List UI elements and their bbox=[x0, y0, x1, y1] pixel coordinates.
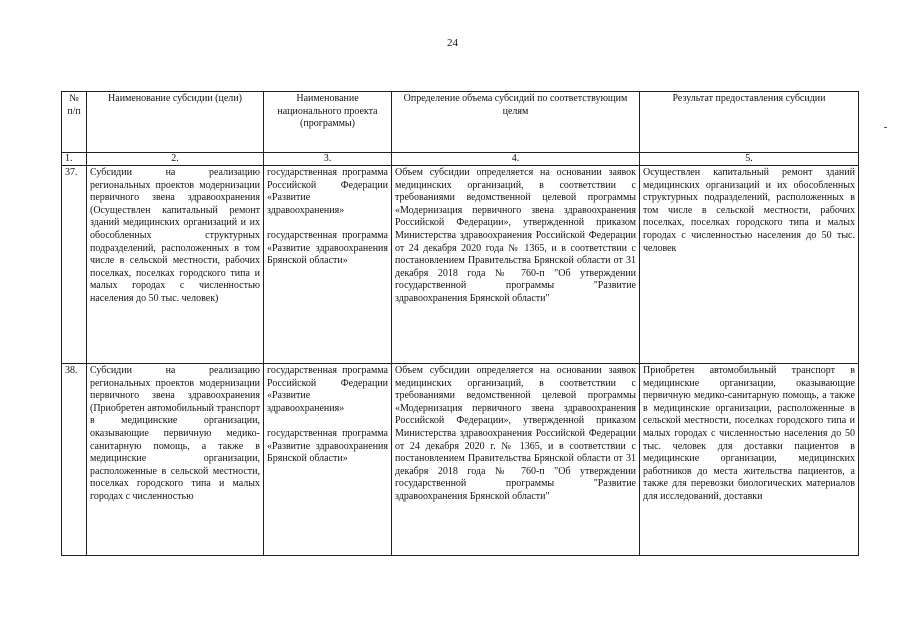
row-index: 38. bbox=[62, 364, 87, 556]
national-project-text: государственная программа Российской Федерации «Развитие здравоохранения» bbox=[267, 167, 388, 216]
subsidy-name-cell: Субсидии на реализацию региональных проектов модернизации первичного звена здравоохранения (Осуществлен капитальный ремонт зданий медицинских организаций и их обособленных структурных подразделений, расположенных в том числе в сельской местности, рабочих поселках, поселках городского типа и малых городах с численностью населения до 50 тыс. человек) bbox=[87, 166, 264, 364]
subsidy-name-cell bbox=[87, 364, 264, 556]
volume-definition-cell: Объем субсидии определяется на основании заявок медицинских организаций, в соответствии с требованиями ведомственной целевой программы «Модернизация первичного звена здравоохранения Российской Федерации», утвержденной приказом Министерства здравоохранения Российской Федерации от 24 декабря 2020 года № 1365, и в соответствии с постановлением Правительства Брянской области от 31 декабря 2018 года № 760-п "Об утверждении государственной программы "Развитие здравоохранения Брянской области" bbox=[392, 166, 640, 364]
paragraph-gap bbox=[267, 415, 388, 428]
subsidy-table bbox=[61, 91, 859, 556]
table-row bbox=[62, 166, 859, 364]
header-volume-definition: Определение объема субсидий по соответствующим целям bbox=[392, 92, 640, 153]
subsidy-name-text: Субсидии на реализацию региональных проектов модернизации первичного звена здравоохранения (Приобретен автомобильный транспорт в медицинские организации, оказывающие первичную медико-санитарную помощь, а также в медицинские организации, расположенные в сельской местности, поселках городского типа и малых городах с численностью bbox=[90, 365, 260, 502]
row-index: 37. bbox=[62, 166, 87, 364]
result-cell bbox=[640, 364, 859, 556]
column-number: 3. bbox=[264, 153, 392, 166]
margin-mark bbox=[884, 127, 887, 128]
column-number: 2. bbox=[87, 153, 264, 166]
result-cell: Осуществлен капитальный ремонт зданий медицинских организаций и их обособленных структурных подразделений, расположенных в том числе в сельской местности, рабочих поселках, поселках городского типа и малых городах с численностью населения до 50 тыс. человек bbox=[640, 166, 859, 364]
national-project-text: государственная программа Российской Федерации «Развитие здравоохранения» bbox=[267, 365, 388, 414]
program-cell bbox=[264, 364, 392, 556]
program-cell bbox=[264, 166, 392, 364]
regional-program-text: государственная программа «Развитие здравоохранения Брянской области» bbox=[267, 427, 388, 465]
header-index: № п/п bbox=[62, 92, 87, 153]
header-result: Результат предоставления субсидии bbox=[640, 92, 859, 153]
paragraph-gap bbox=[267, 217, 388, 230]
table-header-row bbox=[62, 92, 859, 153]
result-text: Приобретен автомобильный транспорт в медицинские организации, оказывающие первичную медико-санитарную помощь, а также в медицинские организации, расположенные в сельской местности, поселках городского типа и малых городах с численностью населения до 50 тыс. человек для доставки пациентов в медицинские организации, медицинских работников до места жительства пациентов, а также для перевозки биологических материалов для исследований, доставки bbox=[643, 365, 855, 502]
column-number: 1. bbox=[62, 153, 87, 166]
column-number: 4. bbox=[392, 153, 640, 166]
header-national-project: Наименование национального проекта (программы) bbox=[264, 92, 392, 153]
column-number-row bbox=[62, 153, 859, 166]
regional-program-text: государственная программа «Развитие здравоохранения Брянской области» bbox=[267, 229, 388, 267]
column-number: 5. bbox=[640, 153, 859, 166]
volume-definition-cell: Объем субсидии определяется на основании заявок медицинских организаций, в соответствии с требованиями ведомственной целевой программы «Модернизация первичного звена здравоохранения Российской Федерации», утвержденной приказом Министерства здравоохранения Российской Федерации от 24 декабря 2020 г. № 1365, и в соответствии с постановлением Правительства Брянской области от 31 декабря 2018 года № 760-п "Об утверждении государственной программы "Развитие здравоохранения Брянской области" bbox=[392, 364, 640, 556]
page-number: 24 bbox=[447, 37, 458, 49]
header-subsidy-name: Наименование субсидии (цели) bbox=[87, 92, 264, 153]
table-row bbox=[62, 364, 859, 556]
